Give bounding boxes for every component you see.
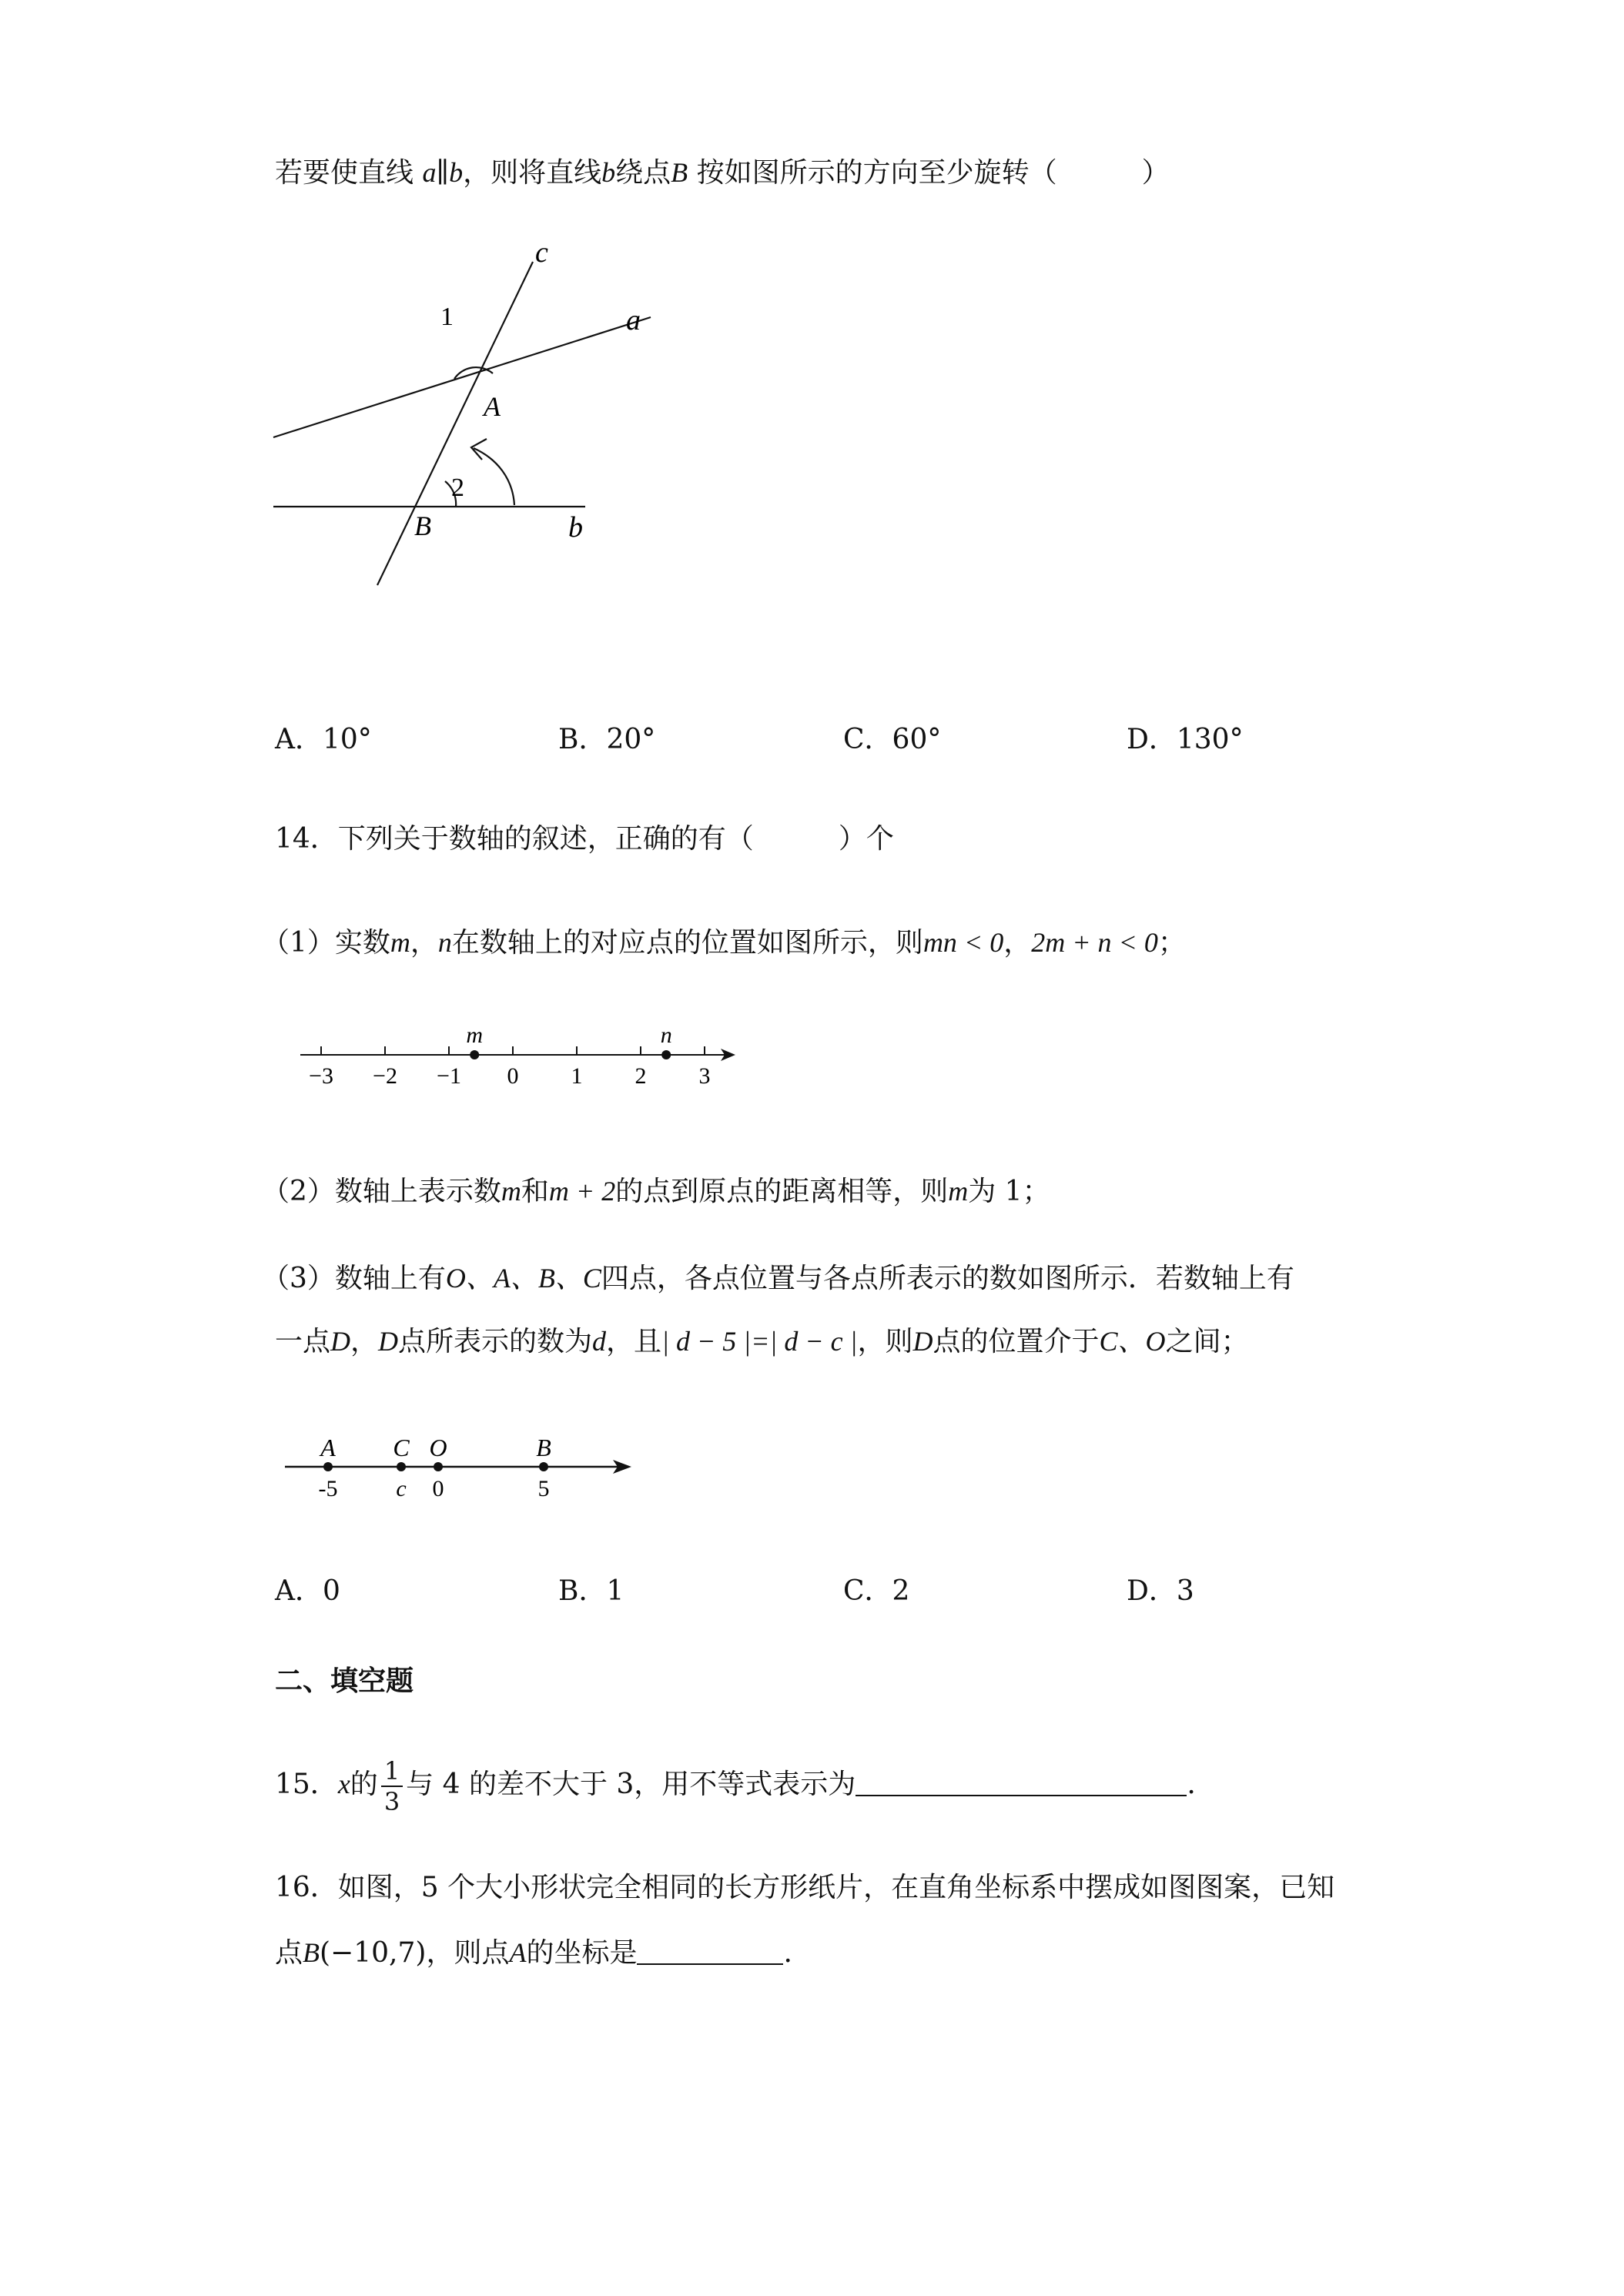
q13-option-b[interactable]: B．20°	[558, 724, 656, 755]
line-a	[273, 317, 651, 437]
q13-option-d[interactable]: D．130°	[1127, 724, 1244, 755]
var-b: b	[601, 157, 616, 188]
point-m	[470, 1050, 479, 1059]
point-value-B: 5	[537, 1476, 550, 1501]
point-label-B: B	[536, 1434, 551, 1461]
label-1: 1	[440, 303, 454, 331]
q14-option-b[interactable]: B．1	[558, 1575, 624, 1607]
point-label-O: O	[429, 1434, 447, 1461]
q14-statement-2: （2）数轴上表示数m和m + 2的点到原点的距离相等，则m为 1；	[262, 1176, 1050, 1207]
point-label-C: C	[393, 1434, 410, 1461]
var-b: b	[449, 157, 464, 188]
label-B: B	[414, 510, 431, 541]
point-O	[434, 1462, 443, 1471]
q13-stem	[275, 156, 1170, 190]
number-line-2	[277, 1424, 647, 1509]
q15: 15．x的 $\frac{1}{3}$ 与 4 的差不大于 3，用不等式表示为 .	[275, 1756, 1196, 1816]
q13-stem-text: ，则将直线	[463, 157, 602, 189]
label-2: 2	[451, 474, 464, 502]
q13-figure	[262, 231, 662, 593]
tick-label: −2	[373, 1063, 397, 1089]
point-label-A: A	[320, 1434, 336, 1461]
q13-stem-text: 若要使直线	[275, 157, 414, 189]
label-c: c	[535, 236, 548, 269]
point-C	[397, 1462, 406, 1471]
point-label-m: m	[466, 1022, 484, 1048]
section-heading: 二、填空题	[275, 1665, 414, 1697]
number-line-1	[293, 1016, 755, 1093]
q13-stem-text: 绕点	[615, 157, 671, 189]
point-value-O: 0	[432, 1476, 444, 1501]
q13-stem-close: ）	[1141, 157, 1170, 189]
q14-option-a[interactable]: A．0	[275, 1575, 340, 1607]
q13-option-c[interactable]: C．60°	[843, 724, 942, 755]
rotation-arrowhead	[471, 439, 487, 460]
tick-label: −1	[437, 1063, 461, 1089]
q16-line-1: 16．如图，5 个大小形状完全相同的长方形纸片，在直角坐标系中摆成如图图案，已知	[275, 1872, 1335, 1903]
tick-label: 3	[698, 1063, 711, 1089]
point-B	[539, 1462, 548, 1471]
line-c	[377, 262, 533, 585]
label-b: b	[568, 511, 583, 544]
tick-label: 2	[635, 1063, 647, 1089]
parallel-symbol: ∥	[436, 157, 450, 189]
point-value-A: -5	[318, 1476, 338, 1501]
q14-statement-1: （1）实数m，n在数轴上的对应点的位置如图所示，则mn < 0，2m + n < 0；	[262, 927, 1186, 959]
q14-stem: 14．下列关于数轴的叙述，正确的有（ ）个	[275, 823, 894, 855]
point-label-n: n	[660, 1022, 672, 1048]
q14-option-c[interactable]: C．2	[843, 1575, 910, 1607]
q14-statement-3: （3）数轴上有O、A、B、C四点，各点位置与各点所表示的数如图所示．若数轴上有	[262, 1263, 1294, 1294]
label-A: A	[484, 391, 501, 422]
q14-statement-3-cont: 一点D，D点所表示的数为d，且| d − 5 |=| d − c |，则D点的位置介于C、O之间；	[275, 1326, 1249, 1357]
label-a: a	[626, 304, 641, 336]
tick-label: 0	[507, 1063, 519, 1089]
answer-blank[interactable]	[856, 1769, 1187, 1796]
var-B: B	[671, 157, 688, 188]
q13-option-a[interactable]: A．10°	[275, 724, 372, 755]
fraction-one-third: $\frac{1}{3}$	[381, 1756, 403, 1816]
point-n	[661, 1050, 671, 1059]
answer-blank[interactable]	[637, 1937, 783, 1965]
tick-label: 1	[571, 1063, 583, 1089]
tick-label: −3	[309, 1063, 333, 1089]
point-value-C: c	[396, 1476, 407, 1501]
q14-option-d[interactable]: D．3	[1127, 1575, 1194, 1607]
q13-stem-text: 按如图所示的方向至少旋转（	[696, 157, 1057, 189]
var-a: a	[422, 157, 437, 188]
q16-line-2: 点B(−10,7)，则点A的坐标是 .	[275, 1937, 792, 1969]
point-A	[323, 1462, 333, 1471]
